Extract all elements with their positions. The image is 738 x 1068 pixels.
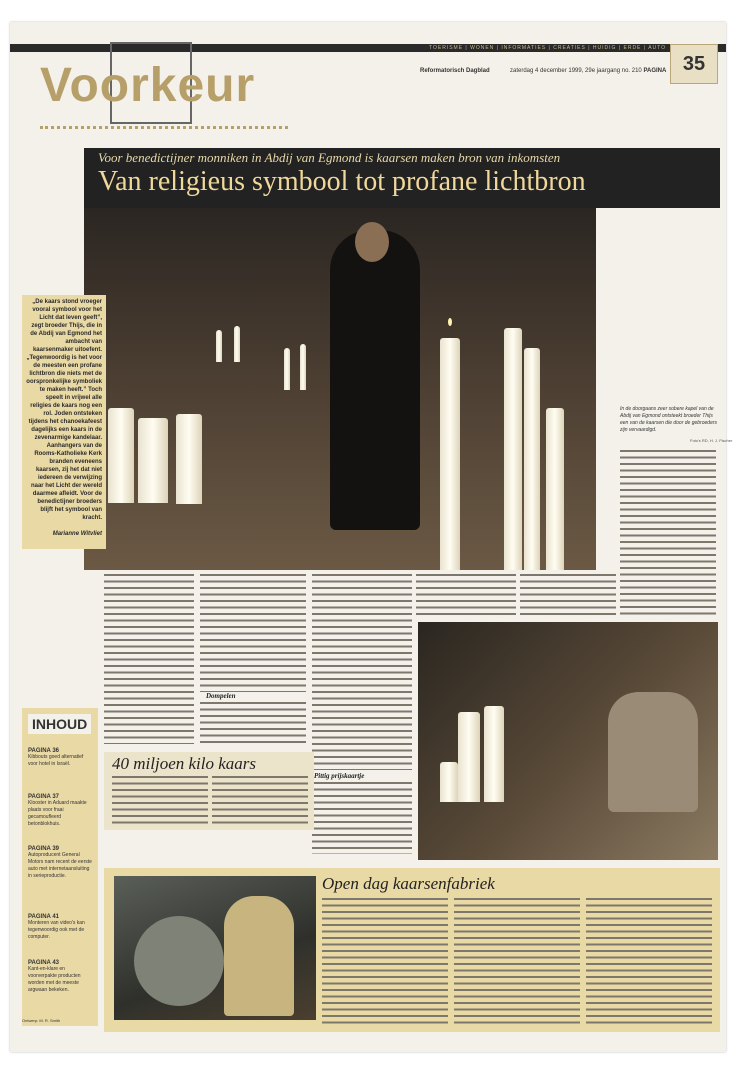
candle [300,344,306,390]
candle [108,408,134,503]
candle [546,408,564,570]
article-headline: Van religieus symbool tot profane lichtbron [98,166,586,197]
article-column [312,574,412,770]
candle [176,414,202,504]
candle-flame [448,318,452,326]
contents-item: PAGINA 37 Klooster in Aduard maakte plaats voor fraai gecamoufleerd betonblokhuis. [28,794,87,827]
candle [458,712,480,802]
section-strip: TOERISME | WONEN | INFORMATIES | CREATIES | HUIDIG | ERDE | AUTO [10,44,726,52]
info-box-title: 40 miljoen kilo kaars [112,754,257,773]
article-column [200,574,306,692]
candle [138,418,168,503]
article-column [312,782,412,854]
page-number: 35 [670,44,718,84]
monk-figure [330,230,420,530]
factory-worker-photo [114,876,316,1020]
info-box [104,752,314,830]
contents-item: PAGINA 39 Autoproducent General Motors nam recent de eerste auto met internetaansluiting in serieproductie. [28,846,92,879]
pullquote: „De kaars stond vroeger vooral symbool voor het Licht dat leven geeft”, zegt broeder Thijs, die in de Abdij van Egmond het ambacht van kaarsenmaker uitoefent. „Tegenwoordig is het voor de meesten een profane lichtbron die niets met de oorspronkelijke symboliek te maken heeft.” Toch speelt in vrijwel alle religies de kaars nog een rol. Joden ontsteken tijdens het chanoekafeest dagelijks een kaars in de zevenarmige kandelaar. Aanhangers van de Rooms-Katholieke Kerk branden eveneens kaarsen, zij het dat niet iedereen de verwijzing naar het Licht der wereld daarmee afleidt. Voor de benedictijner broeders blijft het symbool van kracht. Marianne Witvliet [26,299,102,537]
design-credit: Ontwerp: M. R. Smith [22,1018,61,1023]
contents-item: PAGINA 41 Monteren van video's kan tegenwoordig ook met de computer. [28,914,85,940]
info-box-column [112,776,208,826]
open-day-column [322,898,448,1024]
candle [440,762,458,802]
date-line: zaterdag 4 december 1999, 29e jaargang no. 210 PAGINA [510,68,667,74]
candle [484,706,504,802]
candle [504,328,522,570]
monk-head [355,222,389,262]
open-day-title: Open dag kaarsenfabriek [322,874,495,893]
article-kicker: Voor benedictijner monniken in Abdij van Egmond is kaarsen maken bron van inkomsten [98,150,561,165]
photo-credit: Foto's RD, H. J. Fischer [690,438,733,443]
photo-caption: In de doorgaans zeer sobere kapel van de Abdij van Egmond ontsteekt broeder Thijs een van de kaarsen die door de gebroeders zijn vervaardigd. [620,406,718,433]
worker-figure [224,896,294,1016]
contents-panel [22,708,98,1026]
masthead: Voorkeur [40,59,256,112]
worker-figure [608,692,698,812]
author: Marianne Witvliet [52,531,102,537]
dotted-divider [40,126,288,129]
candle [284,348,290,390]
subhead-dompelen: Dompelen [206,692,236,700]
info-box-column [212,776,308,826]
article-column [520,574,616,618]
subhead-prijskaartje: Pittig prijskaartje [314,772,365,780]
open-day-column [586,898,712,1024]
article-column [620,450,716,618]
candle [216,330,222,362]
contents-item: PAGINA 43 Kant-en-klare en voorverpakte producten worden met de meeste argwaan bekeken. [28,960,81,993]
candle-maker-photo [418,622,718,860]
machine [134,916,224,1006]
article-column [416,574,516,618]
contents-title: INHOUD [28,714,91,734]
open-day-column [454,898,580,1024]
candle [524,348,540,570]
article-column [200,702,306,746]
paschal-candle [440,338,460,570]
contents-item: PAGINA 36 Kibbouts goed alternatief voor hotel in Israël. [28,748,84,767]
article-column [104,574,194,744]
candle [234,326,240,362]
newspaper-name: Reformatorisch Dagblad [420,68,490,74]
